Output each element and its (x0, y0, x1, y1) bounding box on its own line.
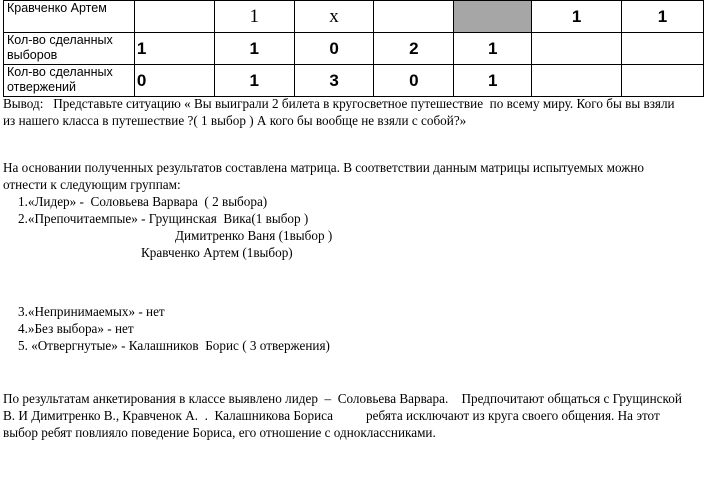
group-preferred: 2.«Препочитаемпые» - Грущинская Вика(1 выбор ) (18, 211, 309, 226)
matrix-cell: 1 (214, 65, 294, 97)
group-not-accepted: 3.«Непринимаемых» - нет (18, 304, 165, 319)
sociometric-matrix (3, 0, 704, 97)
conclusion-line-1: Вывод: Представьте ситуацию « Вы выиграли 2 билета в кругосветное путешествие по всему миру. Кого бы вы взяли (3, 96, 675, 111)
matrix-cell: 0 (294, 33, 374, 65)
matrix-cell: 0 (134, 65, 214, 97)
group-leader: 1.«Лидер» - Соловьева Варвара ( 2 выбора) (18, 194, 268, 209)
group-preferred-3: Кравченко Артем (1выбор) (141, 245, 293, 260)
matrix-cell (532, 33, 622, 65)
matrix-row (4, 1, 704, 33)
row-label: Кол-во сделанных отвержений (4, 65, 135, 97)
row-label: Кол-во сделанных выборов (4, 33, 135, 65)
group-no-choice: 4.»Без выбора» - нет (18, 321, 134, 336)
matrix-cell: x (294, 1, 374, 33)
basis-line-1: На основании полученных результатов составлена матрица. В соответствии данным матрицы испытуемых можно (3, 160, 645, 175)
matrix-cell: 1 (214, 1, 294, 33)
matrix-row (4, 33, 704, 65)
matrix-cell (134, 1, 214, 33)
matrix-cell: 2 (374, 33, 454, 65)
matrix-cell (374, 1, 454, 33)
matrix-cell (622, 33, 704, 65)
summary-line-1: По результатам анкетирования в классе выявлено лидер – Соловьева Варвара. Предпочитают общаться с Грущинской (3, 391, 682, 406)
matrix-cell-self (454, 1, 532, 33)
matrix-cell: 3 (294, 65, 374, 97)
group-rejected: 5. «Отвергнутые» - Калашников Борис ( 3 отвержения) (18, 338, 330, 353)
matrix-cell: 1 (214, 33, 294, 65)
matrix-cell (622, 65, 704, 97)
conclusion-line-2: из нашего класса в путешествие ?( 1 выбор ) А кого бы вообще не взяли с собой?» (3, 113, 467, 128)
basis-line-2: отнести к следующим группам: (3, 177, 181, 192)
matrix-row (4, 65, 704, 97)
matrix-cell (532, 65, 622, 97)
matrix-cell: 1 (134, 33, 214, 65)
matrix-cell: 1 (454, 65, 532, 97)
matrix-cell: 1 (532, 1, 622, 33)
matrix-cell: 1 (622, 1, 704, 33)
matrix-cell: 1 (454, 33, 532, 65)
matrix-cell: 0 (374, 65, 454, 97)
summary-line-3: выбор ребят повлияло поведение Бориса, его отношение с одноклассниками. (3, 425, 436, 440)
summary-line-2: В. И Димитренко В., Кравченок А. . Калашникова Бориса ребята исключают из круга своего общения. На этот (3, 408, 660, 423)
row-label: Кравченко Артем (4, 1, 135, 33)
group-preferred-2: Димитренко Ваня (1выбор ) (175, 228, 333, 243)
